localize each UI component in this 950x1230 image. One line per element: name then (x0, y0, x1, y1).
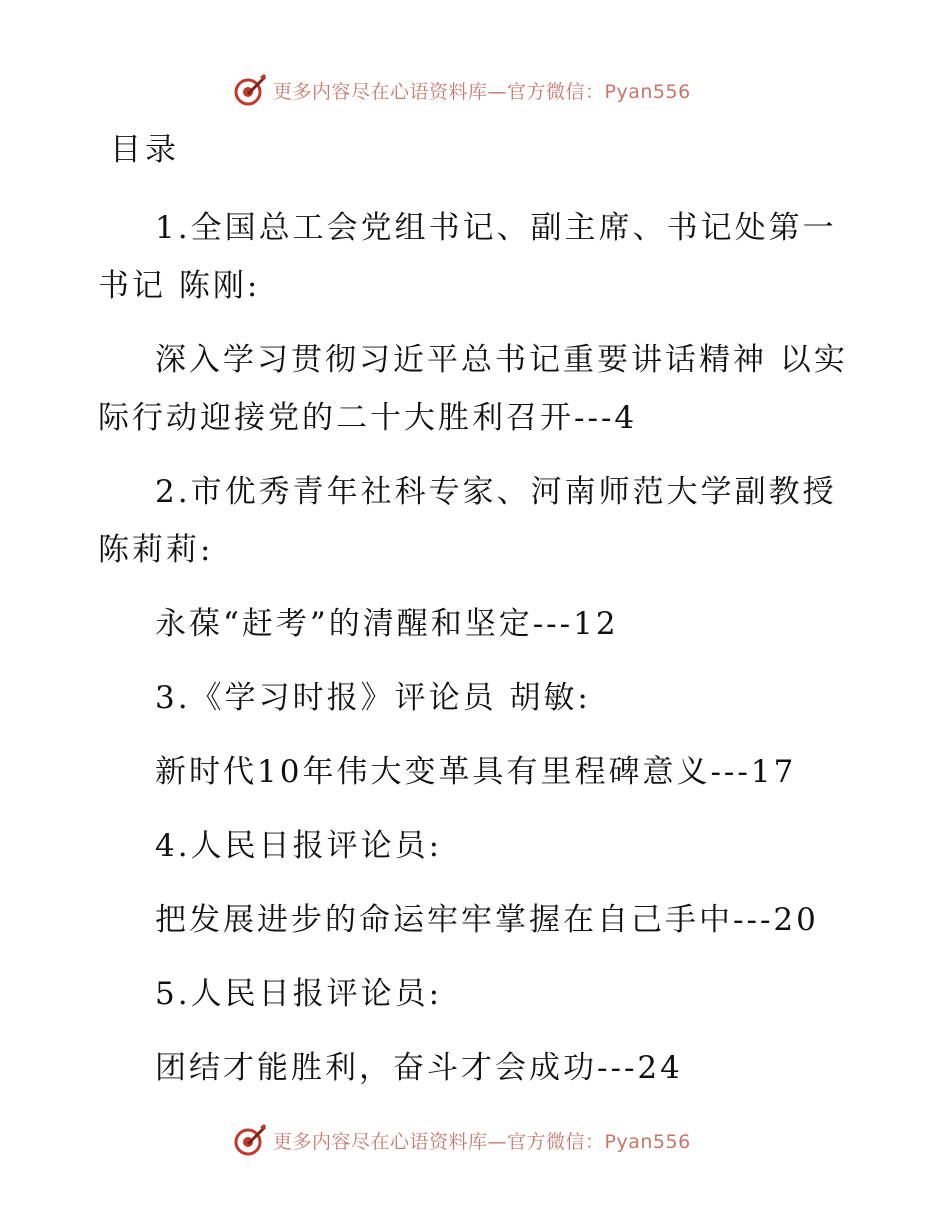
toc-entry-1-heading-cont: 书记 陈刚: (98, 268, 261, 304)
watermark-text: 更多内容尽在心语资料库—官方微信：Pyan556 (273, 1130, 691, 1153)
toc-entry-2-heading-cont: 陈莉莉: (98, 532, 214, 568)
toc-entry-5-heading: 5.人民日报评论员: (155, 976, 443, 1012)
toc-entry-1-heading: 1.全国总工会党组书记、副主席、书记处第一 (155, 210, 837, 246)
toc-entry-5-title[interactable]: 团结才能胜利，奋斗才会成功---24 (155, 1050, 683, 1086)
pen-logo-icon (233, 73, 267, 107)
footer-watermark (233, 1122, 691, 1158)
toc-title: 目录 (110, 132, 180, 168)
pen-logo-icon (233, 1123, 267, 1157)
watermark-text: 更多内容尽在心语资料库—官方微信：Pyan556 (273, 80, 691, 103)
header-watermark (233, 72, 691, 108)
toc-entry-2-heading: 2.市优秀青年社科专家、河南师范大学副教授 (155, 474, 837, 510)
toc-entry-3-title[interactable]: 新时代10年伟大变革具有里程碑意义---17 (155, 754, 797, 790)
toc-entry-1-title[interactable]: 深入学习贯彻习近平总书记重要讲话精神 以实 (155, 342, 848, 378)
toc-entry-1-title-cont[interactable]: 际行动迎接党的二十大胜利召开---4 (98, 400, 638, 436)
toc-entry-4-title[interactable]: 把发展进步的命运牢牢掌握在自己手中---20 (155, 902, 819, 938)
toc-entry-2-title[interactable]: 永葆“赶考”的清醒和坚定---12 (155, 606, 619, 642)
toc-entry-3-heading: 3.《学习时报》评论员 胡敏: (155, 680, 591, 716)
toc-entry-4-heading: 4.人民日报评论员: (155, 828, 443, 864)
